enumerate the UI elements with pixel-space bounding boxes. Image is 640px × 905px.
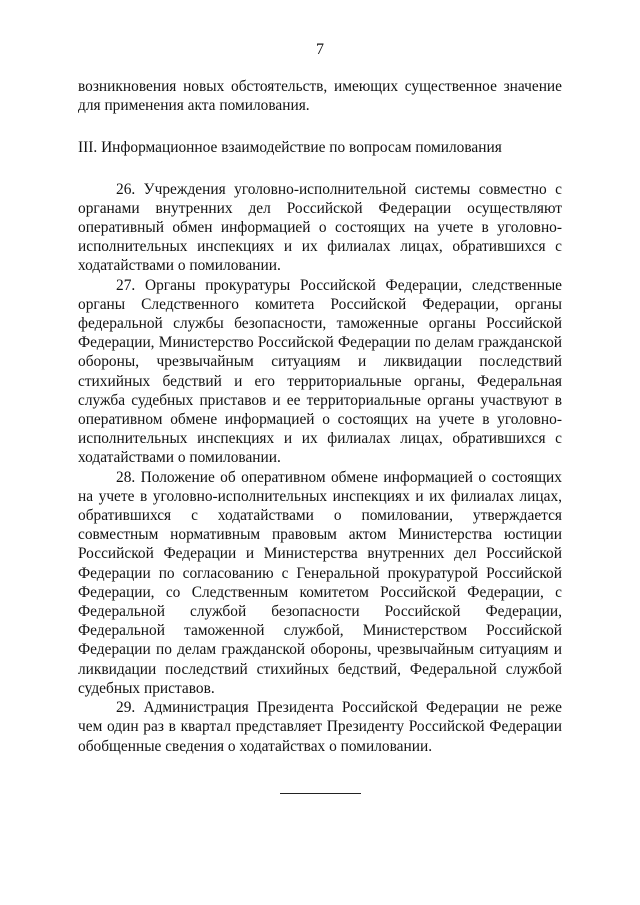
end-divider — [280, 793, 361, 794]
paragraph-27: 27. Органы прокуратуры Российской Федерации, следственные органы Следственного комитета Российской Федерации, органы федеральной службы безопасности, таможенные органы Российской Федерации, Министерство Российской Федерации по делам гражданской обороны, чрезвычайным ситуациям и ликвидации последствий стихийных бедствий и его территориальные органы, Федеральная служба судебных приставов и ее территориальные органы участвуют в оперативном обмене информацией о состоящих на учете в уголовно-исполнительных инспекциях и их филиалах лицах, обратившихся с ходатайствами о помиловании. — [78, 276, 562, 467]
page-number: 7 — [316, 41, 324, 58]
paragraph-29: 29. Администрация Президента Российской Федерации не реже чем один раз в квартал представляет Президенту Российской Федерации обобщенные сведения о ходатайствах о помиловании. — [78, 699, 562, 755]
intro-paragraph: возникновения новых обстоятельств, имеющих существенное значение для применения акта помилования. — [78, 78, 562, 115]
paragraph-28: 28. Положение об оперативном обмене информацией о состоящих на учете в уголовно-исполнительных инспекциях и их филиалах лицах, обратившихся с ходатайствами о помиловании, утверждается совместным нормативным правовым актом Министерства юстиции Российской Федерации и Министерства внутренних дел Российской Федерации по согласованию с Генеральной прокуратурой Российской Федерации, со Следственным комитетом Российской Федерации, с Федеральной службой безопасности Российской Федерации, Федеральной таможенной службой, Министерством Российской Федерации по делам гражданской обороны, чрезвычайным ситуациям и ликвидации последствий стихийных бедствий, Федеральной службой судебных приставов. — [78, 468, 562, 697]
section-heading: III. Информационное взаимодействие по вопросам помилования — [78, 139, 502, 157]
paragraph-26: 26. Учреждения уголовно-исполнительной системы совместно с органами внутренних дел Российской Федерации осуществляют оперативный обмен информацией о состоящих на учете в уголовно-исполнительных инспекциях и их филиалах лицах, обратившихся с ходатайствами о помиловании. — [78, 180, 562, 275]
document-body — [78, 77, 562, 756]
